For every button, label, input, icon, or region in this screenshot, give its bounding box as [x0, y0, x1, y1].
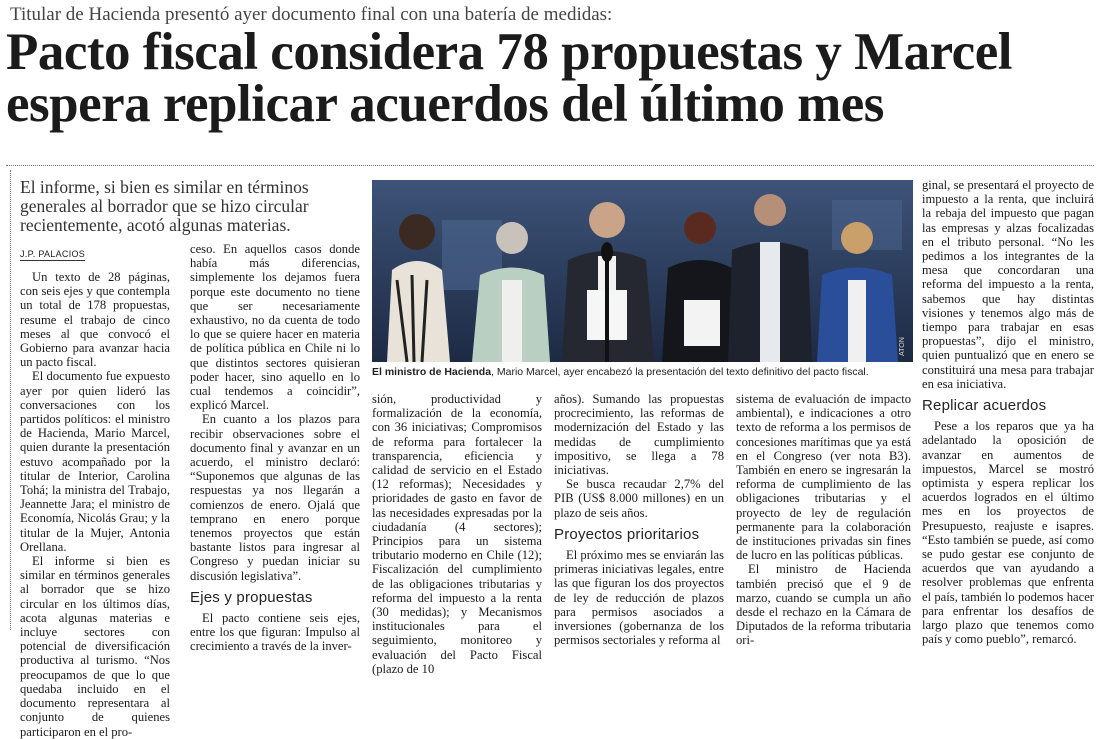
paragraph: En cuanto a los plazos para recibir observaciones sobre el documento final y avanzar en un acuerdo, el ministro declaró: “Suponemos que algunas de las respuestas ya nos llegarán a comienzos de enero. Ojalá que temprano en enero porque tenemos proyectos que están bastante listos para ingresar al Congreso y puedan iniciar su discusión legislativa”. — [190, 412, 360, 583]
paragraph: ceso. En aquellos casos donde había más diferencias, simplemente los dejamos fuera porque este documento no tiene que ser necesariamente exhaustivo, no da cuenta de todo lo que se quiere hacer en materia de política pública en Chile ni lo que distintos sectores quisieran poder hacer, sino aquello en lo cual tendemos a coincidir”, explicó Marcel. — [190, 242, 360, 413]
column-5 — [736, 392, 911, 648]
paragraph: sistema de evaluación de impacto ambiental), e indicaciones a otro texto de reforma a los permisos de concesiones marítimas que ya está en el Congreso (ver nota B3). También en enero se ingresarán la reforma de cumplimiento de las obligaciones tributarias y el proyecto de ley de regulación permanente para la colaboración de instituciones privadas sin fines de lucro en las políticas públicas. — [736, 392, 911, 563]
article-kicker: Titular de Hacienda presentó ayer documento final con una batería de medidas: — [10, 4, 613, 25]
subheading-ejes: Ejes y propuestas — [190, 588, 313, 606]
paragraph: sión, productividad y formalización de la economía, con 36 iniciativas; Compromisos de reforma para fortalecer la transparencia, eficiencia y calidad de servicio en el Estado (12 reformas); Necesidades y prioridades de gasto en favor de las necesidades expresadas por la ciudadanía (4 sectores); Principios para un sistema tributario moderno en Chile (12); Fiscalización del cumplimiento de las obligaciones tributarias y reforma del impuesto a la renta (30 medidas); y Mecanismos institucionales para el seguimiento, monitoreo y evaluación del Pacto Fiscal (plazo de 10 — [372, 392, 542, 676]
column-1 — [20, 270, 170, 739]
paragraph: El informe si bien es similar en términos generales al borrador que se hizo circular en los últimos días, acota algunas materias e incluye sectores con potencial de diversificación productiva al turismo. “Nos preocupamos de que lo que quedaba incluido en el documento representara al conjunto de quienes participaron en el pro- — [20, 554, 170, 739]
article-headline: Pacto fiscal considera 78 propuestas y Marcel espera replicar acuerdos del último mes — [6, 23, 1012, 133]
news-photo — [372, 180, 913, 362]
photo-credit: ATON — [899, 337, 906, 356]
left-divider — [10, 170, 11, 630]
subheading-proyectos: Proyectos prioritarios — [554, 525, 700, 543]
column-6 — [922, 178, 1094, 647]
column-2 — [190, 242, 360, 654]
paragraph: ginal, se presentará el proyecto de impuesto a la renta, que incluirá la rebaja del impuesto que pagan las empresas y alzas focalizadas en el tributo personal. “No les pedimos a los integrantes de la mesa que concordaran una reforma del impuesto a la renta, sabemos que hay distintas visiones y tenemos algo más de tiempo para trabajar en esas propuestas”, dijo el ministro, quien puntualizó que en enero se constituirá una mesa para trabajar en esa iniciativa. — [922, 178, 1094, 391]
paragraph: Pese a los reparos que ya ha adelantado la oposición de avanzar en aumentos de impuestos, Marcel se mostró optimista y espera replicar los acuerdos logrados en el último mes en los proyectos de Presupuesto, reajuste e isapres. “Esto también se puede, así como se pudo gestar ese conjunto de acuerdos que van ayudando a resolver problemas que enfrenta el país, también lo podemos hacer para enfrentar los desafíos de largo plazo que tenemos como país y como pueblo”, remarcó. — [922, 419, 1094, 647]
column-3 — [372, 392, 542, 676]
paragraph: Un texto de 28 páginas, con seis ejes y que contempla un total de 178 propuestas, resume el trabajo de cinco meses al que convocó el Gobierno para avanzar hacia un pacto fiscal. — [20, 270, 170, 370]
article-lede: El informe, si bien es similar en términos generales al borrador que se hizo circular recientemente, acotó algunas materias. — [20, 177, 309, 235]
subheading-replicar: Replicar acuerdos — [922, 397, 1047, 415]
paragraph: Se busca recaudar 2,7% del PIB (US$ 8.000 millones) en un plazo de seis años. — [554, 477, 724, 520]
paragraph: El próximo mes se enviarán las primeras iniciativas legales, entre las que figuran los dos proyectos de ley de reducción de plazos para permisos asociados a inversiones (gobernanza de los permisos sectoriales y reforma al — [554, 548, 724, 648]
top-divider — [6, 165, 1094, 166]
column-4 — [554, 392, 724, 647]
paragraph: El pacto contiene seis ejes, entre los que figuran: Impulso al crecimiento a través de la inver- — [190, 611, 360, 654]
press-conference-photo — [372, 180, 913, 362]
photo-caption — [372, 366, 913, 378]
paragraph: El documento fue expuesto ayer por quien lideró las conversaciones con los partidos políticos: el ministro de Hacienda, Mario Marcel, quien durante la presentación estuvo acompañado por la titular de Interior, Carolina Tohá; la ministra del Trabajo, Jeannette Jara; el ministro de Economía, Nicolás Grau; y la titular de la Mujer, Antonia Orellana. — [20, 369, 170, 554]
caption-text: , Mario Marcel, ayer encabezó la presentación del texto definitivo del pacto fiscal. — [491, 366, 869, 378]
caption-bold: El ministro de Hacienda — [372, 366, 492, 378]
paragraph: El ministro de Hacienda también precisó que el 9 de marzo, cuando se cumpla un año desde el rechazo en la Cámara de Diputados de la reforma tributaria ori- — [736, 562, 911, 648]
paragraph: años). Sumando las propuestas procrecimiento, las reformas de modernización del Estado y las medidas de cumplimiento impositivo, se llega a 78 iniciativas. — [554, 392, 724, 478]
byline: J.P. PALACIOS — [20, 249, 86, 259]
